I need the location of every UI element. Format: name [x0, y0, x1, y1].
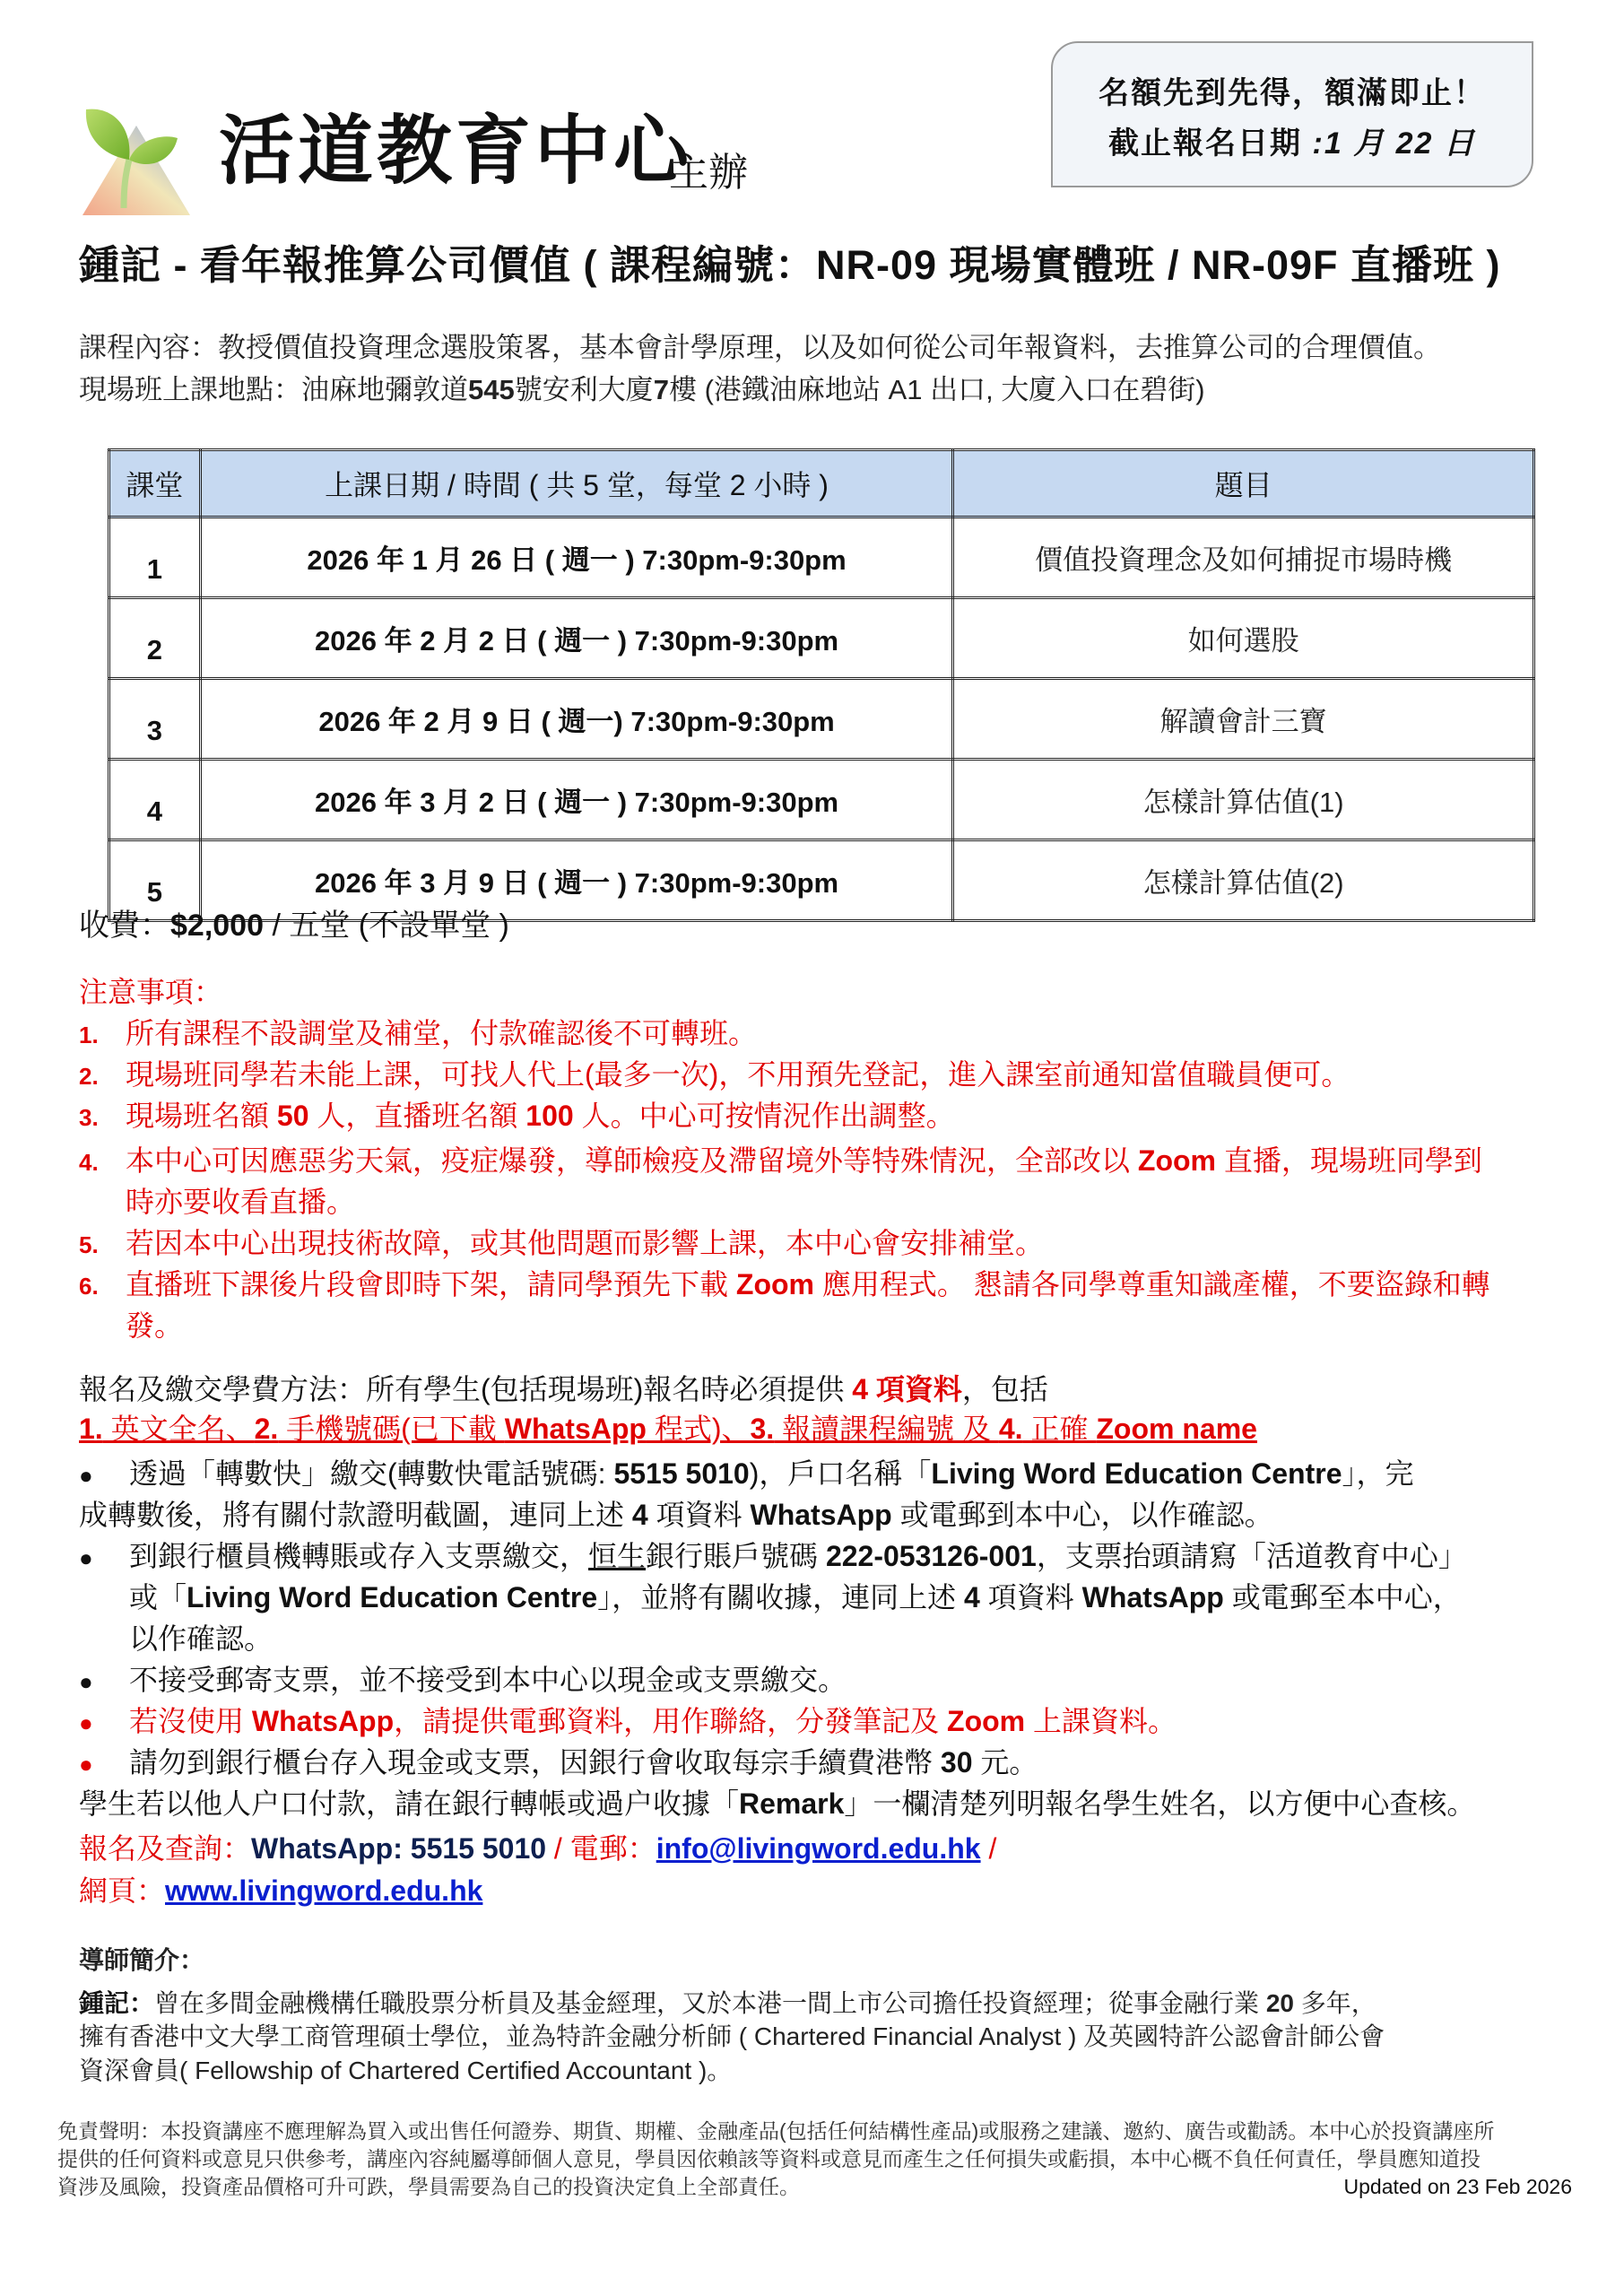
location-floor: 7	[653, 374, 669, 405]
fee-line	[79, 906, 509, 945]
note-text: 人，直播班名額	[308, 1100, 526, 1132]
contact-separator: /	[546, 1832, 570, 1865]
contact-email-label: 電郵：	[569, 1832, 656, 1865]
note-online-quota: 100	[525, 1100, 574, 1132]
lesson-topic: 解讀會計三寶	[953, 679, 1534, 760]
registration-notice-box	[1051, 41, 1533, 187]
note-text: 現場班名額	[126, 1100, 277, 1132]
schedule-header-row	[109, 450, 1534, 517]
schedule-table	[108, 448, 1535, 922]
bank-account-number: 222-053126-001	[825, 1540, 1037, 1572]
note-zoom: Zoom	[735, 1268, 814, 1300]
req-num: 1.	[79, 1413, 103, 1445]
no-counter-text: 請勿到銀行櫃台存入現金或支票，因銀行會收取每宗手續費港幣	[129, 1746, 941, 1779]
lesson-datetime: 2026 年 2 月 9 日 ( 週一) 7:30pm-9:30pm	[200, 679, 952, 760]
note-text: 本中心可因應惡劣天氣，疫症爆發，導師檢疫及滯留境外等特殊情況，全部改以	[126, 1144, 1138, 1177]
no-mail-text: 不接受郵寄支票，並不接受到本中心以現金或支票繳交。	[129, 1664, 847, 1696]
bank-text: 」，並將有關收據，連同上述	[597, 1581, 965, 1613]
lesson-topic: 怎樣計算估值(1)	[953, 760, 1534, 840]
no-whatsapp-text: 上課資料。	[1025, 1705, 1177, 1737]
header-topic: 題目	[953, 450, 1534, 517]
disclaimer-line: 資涉及風險，投資產品價格可升可跌，學員需要為自己的投資決定負上全部責任。	[57, 2175, 800, 2198]
req-phone: 手機號碼(已下載	[278, 1413, 505, 1445]
fps-account-name: Living Word Education Centre	[931, 1457, 1342, 1490]
note-item	[79, 1141, 1482, 1182]
location-street: 油麻地彌敦道	[301, 374, 468, 405]
seedling-logo-icon	[77, 102, 195, 221]
note-number: 3.	[79, 1104, 99, 1131]
note-item-continued: 時亦要收看直播。	[126, 1186, 356, 1218]
remark-text: 學生若以他人户口付款，請在銀行轉帳或過户收據「	[79, 1787, 740, 1820]
disclaimer-line: 提供的任何資料或意見只供參考，講座內容純屬導師個人意見，學員因依賴該等資料或意見而產生之任何損失或虧損，本中心概不負任何責任，學員應知道投	[57, 2147, 1481, 2170]
notice-first-come: 名額先到先得，額滿即止！	[1099, 76, 1486, 110]
bullet-icon: ●	[79, 1544, 93, 1571]
handling-fee: 30	[940, 1746, 973, 1779]
note-text: 人。中心可按情況作出調整。	[573, 1100, 955, 1132]
contact-line	[79, 1829, 996, 1868]
tutor-bio-line: 擁有香港中文大學工商管理碩士學位，並為特許金融分析師 ( Chartered Financial Analyst ) 及英國特許公認會計師公會	[79, 2022, 1385, 2050]
bullet-icon: ●	[79, 1462, 93, 1489]
course-content: 課程內容：教授價值投資理念選股策畧，基本會計學原理，以及如何從公司年報資料，去推算公司的合理價值。	[79, 332, 1441, 363]
bank-text: 銀行賬戶號碼	[646, 1540, 826, 1572]
bank-count: 4	[964, 1581, 980, 1613]
note-item	[79, 1055, 1350, 1096]
no-counter-text: 元。	[972, 1746, 1038, 1779]
lesson-number: 1	[109, 517, 201, 598]
disclaimer-line: 免責聲明：本投資講座不應理解為買入或出售任何證券、期貨、期權、金融產品(包括任何結構性產品)或服務之建議、邀約、廣告或勸誘。本中心於投資講座所	[57, 2119, 1495, 2143]
fps-text: 或電郵到本中心，以作確認。	[891, 1499, 1273, 1531]
bullet-icon: ●	[79, 1751, 93, 1778]
lesson-number: 5	[109, 840, 201, 921]
tutor-bio-line: 資深會員( Fellowship of Chartered Certified Accountant )。	[79, 2057, 733, 2084]
bank-text: 或電郵至本中心，	[1223, 1581, 1462, 1613]
schedule-row	[109, 517, 1534, 598]
payment-bank-continued	[129, 1578, 1462, 1617]
contact-whatsapp: WhatsApp: 5515 5010	[251, 1832, 547, 1865]
fps-text: )，戶口名稱「	[749, 1457, 932, 1490]
lesson-number: 4	[109, 760, 201, 840]
fee-amount: $2,000	[170, 909, 264, 943]
course-title: 鍾記 - 看年報推算公司價值 ( 課程編號：NR-09 現場實體班 / NR-09F 直播班 )	[79, 242, 1501, 288]
notes-heading: 注意事項：	[79, 976, 223, 1008]
lesson-topic: 價值投資理念及如何捕捉市場時機	[953, 517, 1534, 598]
fps-text: 」，完	[1342, 1457, 1414, 1490]
bank-text: 項資料	[979, 1581, 1082, 1613]
payment-no-counter	[79, 1743, 1038, 1784]
contact-label: 報名及查詢：	[79, 1832, 252, 1865]
note-item	[79, 1265, 1490, 1306]
req-whatsapp: WhatsApp	[504, 1413, 647, 1445]
location-directions: 樓 (港鐵油麻地站 A1 出口, 大廈入口在碧街)	[668, 374, 1205, 405]
notice-deadline	[1053, 118, 1532, 162]
lesson-topic: 怎樣計算估值(2)	[953, 840, 1534, 921]
fee-label: 收費：	[79, 909, 170, 943]
location-building: 號安利大廈	[514, 374, 654, 405]
updated-date: Updated on 23 Feb 2026	[1343, 2175, 1572, 2198]
bank-payee-english: Living Word Education Centre	[187, 1581, 598, 1613]
website-label: 網頁：	[79, 1874, 166, 1907]
deadline-label: 截止報名日期	[1108, 126, 1303, 161]
note-number: 5.	[79, 1231, 99, 1258]
note-text: 應用程式。 懇請各同學尊重知識產權，不要盜錄和轉	[814, 1268, 1490, 1300]
website-line	[79, 1871, 482, 1910]
tutor-years: 20	[1265, 1989, 1294, 2017]
no-whatsapp-text: 若沒使用	[129, 1705, 252, 1737]
note-number: 1.	[79, 1022, 99, 1048]
deadline-colon: :	[1312, 126, 1324, 161]
note-item	[79, 1223, 1044, 1265]
course-location	[79, 372, 1205, 408]
note-text: 現場班同學若未能上課，可找人代上(最多一次)，不用預先登記，進入課室前通知當值職員便可。	[126, 1058, 1350, 1091]
note-item-continued: 發。	[126, 1309, 184, 1342]
lesson-topic: 如何選股	[953, 598, 1534, 679]
no-whatsapp-text: ，請提供電郵資料，用作聯絡，分發筆記及	[394, 1705, 948, 1737]
remark-keyword: Remark	[739, 1787, 845, 1820]
no-whatsapp-zoom: Zoom	[947, 1705, 1026, 1737]
lesson-number: 3	[109, 679, 201, 760]
bank-name: 恒生	[588, 1540, 647, 1572]
tutor-heading: 導師簡介：	[79, 1946, 205, 1974]
note-number: 4.	[79, 1149, 99, 1176]
fps-count: 4	[631, 1499, 648, 1531]
organizer-name: 活道教育中心	[219, 109, 693, 193]
contact-separator: /	[980, 1832, 997, 1865]
payment-intro	[79, 1370, 1048, 1409]
required-info-list	[79, 1409, 1257, 1448]
fps-text: 項資料	[647, 1499, 751, 1531]
payment-no-mail	[79, 1660, 847, 1701]
note-text: 直播，現場班同學到	[1216, 1144, 1482, 1177]
bank-text: 或「	[129, 1581, 187, 1613]
fps-text: 透過「轉數快」繳交(轉數快電話號碼:	[129, 1457, 614, 1490]
fps-whatsapp: WhatsApp	[750, 1499, 892, 1531]
req-num: 2.	[254, 1413, 279, 1445]
lesson-datetime: 2026 年 1 月 26 日 ( 週一 ) 7:30pm-9:30pm	[200, 517, 952, 598]
note-number: 6.	[79, 1273, 99, 1300]
payment-fps-continued	[79, 1495, 1273, 1535]
note-text: 直播班下課後片段會即時下架，請同學預先下載	[126, 1268, 736, 1300]
req-num: 4.	[998, 1413, 1023, 1445]
tutor-bio-line	[79, 1987, 1376, 2020]
bank-whatsapp: WhatsApp	[1081, 1581, 1224, 1613]
location-number: 545	[468, 374, 515, 405]
note-item	[79, 1013, 757, 1055]
website-link[interactable]: www.livingword.edu.hk	[165, 1874, 483, 1907]
note-live-quota: 50	[276, 1100, 309, 1132]
note-zoom: Zoom	[1137, 1144, 1216, 1177]
location-label: 現場班上課地點：	[79, 374, 301, 405]
payment-required-count: 4 項資料	[852, 1373, 962, 1405]
req-num: 3.	[750, 1413, 775, 1445]
note-item	[79, 1096, 955, 1137]
req-zoom-label: 正確	[1022, 1413, 1097, 1445]
note-text: 若因本中心出現技術故障，或其他問題而影響上課，本中心會安排補堂。	[126, 1227, 1045, 1259]
deadline-date: 1 月 22 日	[1324, 126, 1476, 161]
fee-terms: / 五堂 (不設單堂 )	[264, 909, 509, 943]
req-phone-end: 程式)、	[646, 1413, 751, 1445]
fps-number: 5515 5010	[613, 1457, 750, 1490]
tutor-bio-text: 多年，	[1293, 1989, 1376, 2017]
payment-fps	[79, 1454, 1414, 1495]
payment-intro-text: ，包括	[961, 1373, 1048, 1405]
req-course-code: 報讀課程編號 及	[774, 1413, 999, 1445]
lesson-datetime: 2026 年 2 月 2 日 ( 週一 ) 7:30pm-9:30pm	[200, 598, 952, 679]
lesson-number: 2	[109, 598, 201, 679]
schedule-row	[109, 679, 1534, 760]
header-lesson: 課堂	[109, 450, 201, 517]
payment-remark	[79, 1784, 1475, 1823]
tutor-name: 鍾記：	[79, 1989, 155, 2017]
no-whatsapp-app: WhatsApp	[251, 1705, 395, 1737]
contact-email-link[interactable]: info@livingword.edu.hk	[656, 1832, 981, 1865]
req-english-name: 英文全名、	[102, 1413, 255, 1445]
bank-text: 到銀行櫃員機轉賬或存入支票繳交，	[129, 1540, 589, 1572]
payment-intro-text: 報名及繳交學費方法：所有學生(包括現場班)報名時必須提供	[79, 1373, 853, 1405]
payment-bank	[79, 1536, 1467, 1578]
bank-text: ，支票抬頭請寫「活道教育中心」	[1036, 1540, 1467, 1572]
lesson-datetime: 2026 年 3 月 9 日 ( 週一 ) 7:30pm-9:30pm	[200, 840, 952, 921]
header-datetime: 上課日期 / 時間 ( 共 5 堂，每堂 2 小時 )	[200, 450, 952, 517]
bullet-icon: ●	[79, 1668, 93, 1695]
payment-no-whatsapp	[79, 1701, 1177, 1743]
schedule-row	[109, 760, 1534, 840]
bullet-icon: ●	[79, 1709, 93, 1736]
note-text: 所有課程不設調堂及補堂，付款確認後不可轉班。	[126, 1017, 758, 1049]
fps-text: 成轉數後，將有關付款證明截圖，連同上述	[79, 1499, 632, 1531]
schedule-row	[109, 598, 1534, 679]
note-number: 2.	[79, 1063, 99, 1090]
payment-bank-confirm: 以作確認。	[129, 1622, 274, 1655]
organizer-suffix: 主辦	[669, 151, 748, 195]
lesson-datetime: 2026 年 3 月 2 日 ( 週一 ) 7:30pm-9:30pm	[200, 760, 952, 840]
remark-text: 」一欄清楚列明報名學生姓名，以方便中心查核。	[844, 1787, 1476, 1820]
tutor-bio-text: 曾在多間金融機構任職股票分析員及基金經理，又於本港一間上市公司擔任投資經理；從事金融行業	[154, 1989, 1266, 2017]
req-zoom-name: Zoom name	[1096, 1413, 1257, 1445]
